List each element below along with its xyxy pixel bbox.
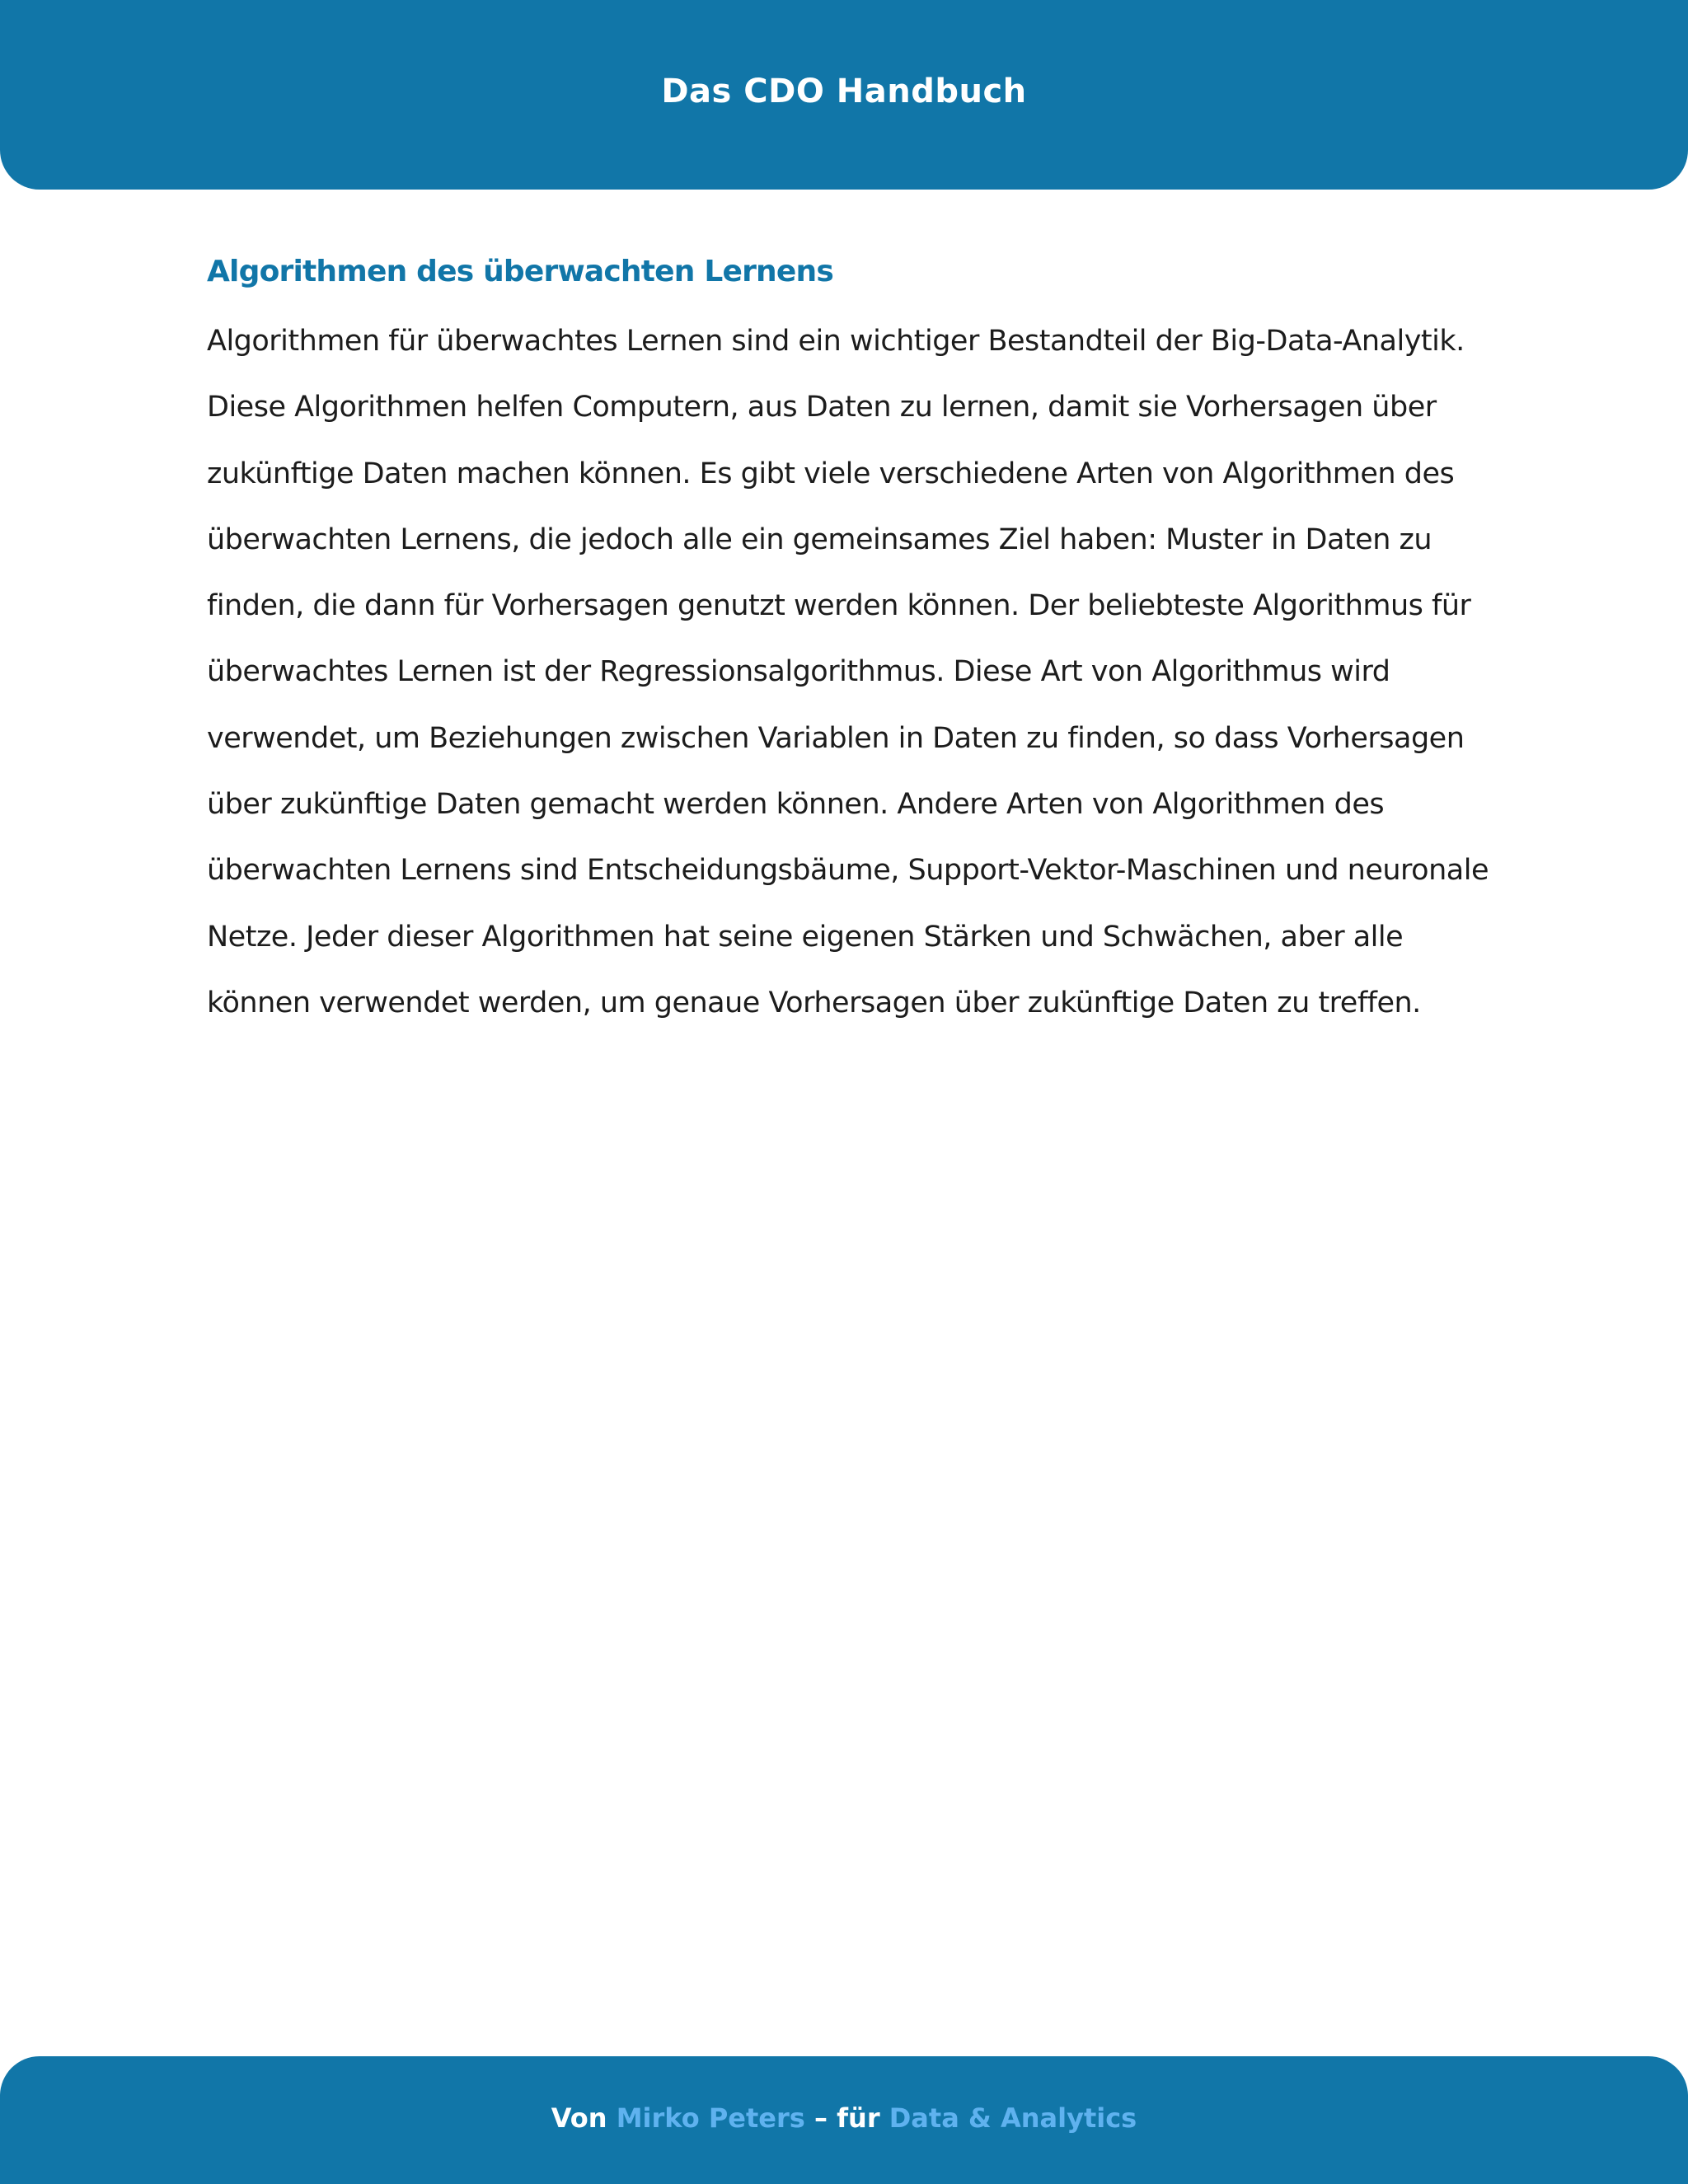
page-footer (0, 2056, 1688, 2184)
footer-separator: – für (804, 2102, 889, 2134)
section-paragraph: Algorithmen für überwachtes Lernen sind ein wichtiger Bestandteil der Big-Data-Analytik. Diese Algorithmen helfen Computern, aus Daten zu lernen, damit sie Vorhersagen über zukünftige Daten machen können. Es gibt viele verschiedene Arten von Algorithmen des überwachten Lernens, die jedoch alle ein gemeinsames Ziel haben: Muster in Daten zu finden, die dann für Vorhersagen genutzt werden können. Der beliebteste Algorithmus für überwachtes Lernen ist der Regressionsalgorithmus. Diese Art von Algorithmus wird verwendet, um Beziehungen zwischen Variablen in Daten zu finden, so dass Vorhersagen über zukünftige Daten gemacht werden können. Andere Arten von Algorithmen des überwachten Lernens sind Entscheidungsbäume, Support-Vektor-Maschinen und neuronale Netze. Jeder dieser Algorithmen hat seine eigenen Stärken und Schwächen, aber alle können verwendet werden, um genaue Vorhersagen über zukünftige Daten zu treffen. (207, 325, 1489, 1019)
footer-topic: Data & Analytics (889, 2102, 1137, 2134)
page-content (207, 247, 1493, 1036)
section-heading: Algorithmen des überwachten Lernens (207, 255, 833, 288)
footer-author: Mirko Peters (616, 2102, 805, 2134)
footer-credit (551, 2102, 1137, 2134)
footer-prefix: Von (551, 2102, 617, 2134)
book-title: Das CDO Handbuch (661, 73, 1027, 110)
page-header (0, 0, 1688, 190)
